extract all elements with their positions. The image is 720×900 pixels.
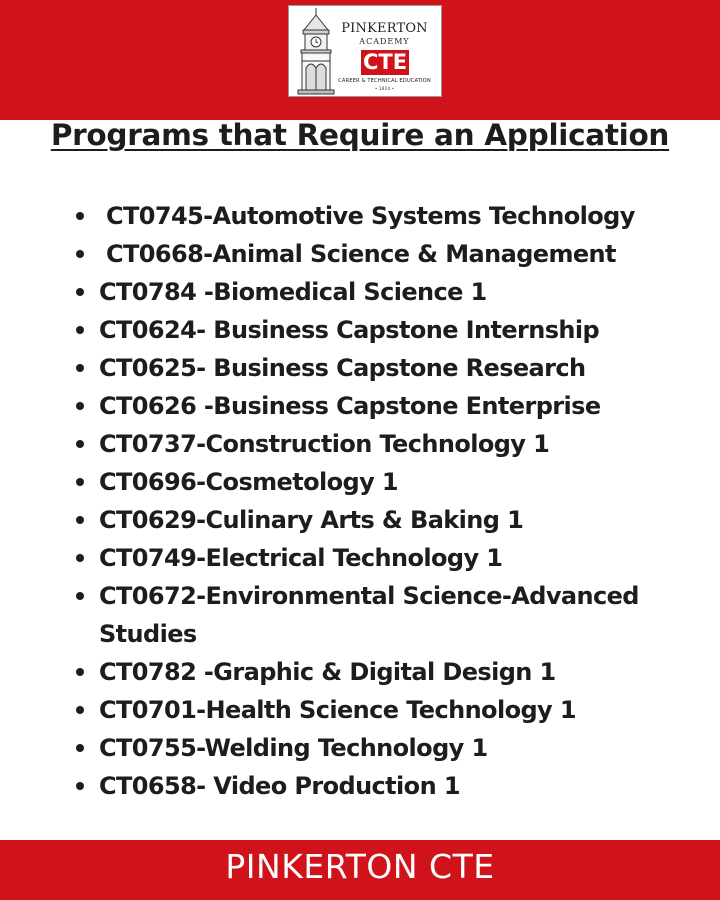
list-item bbox=[0, 197, 720, 235]
bullet-icon bbox=[76, 402, 84, 410]
bullet-icon bbox=[76, 554, 84, 562]
bullet-icon bbox=[76, 592, 84, 600]
program-label: CT0784 -Biomedical Science 1 bbox=[99, 278, 487, 306]
program-label: CT0749-Electrical Technology 1 bbox=[99, 544, 503, 572]
list-item bbox=[0, 235, 720, 273]
list-item bbox=[0, 767, 720, 805]
pinkerton-cte-logo bbox=[288, 5, 442, 97]
program-label: CT0755-Welding Technology 1 bbox=[99, 734, 488, 762]
list-item bbox=[0, 501, 720, 539]
program-label: CT0625- Business Capstone Research bbox=[99, 354, 586, 382]
program-label: CT0737-Construction Technology 1 bbox=[99, 430, 550, 458]
list-item bbox=[0, 273, 720, 311]
list-item bbox=[0, 729, 720, 767]
program-label: CT0782 -Graphic & Digital Design 1 bbox=[99, 658, 556, 686]
list-item bbox=[0, 577, 720, 653]
list-item bbox=[0, 387, 720, 425]
logo-academy-text: ACADEMY bbox=[359, 37, 410, 46]
program-list bbox=[0, 197, 720, 805]
list-item bbox=[0, 349, 720, 387]
list-item bbox=[0, 311, 720, 349]
program-label: CT0668-Animal Science & Management bbox=[106, 240, 616, 268]
bullet-icon bbox=[76, 706, 84, 714]
bullet-icon bbox=[76, 288, 84, 296]
bullet-icon bbox=[76, 440, 84, 448]
bullet-icon bbox=[76, 478, 84, 486]
bullet-icon bbox=[76, 326, 84, 334]
footer-band bbox=[0, 840, 720, 900]
footer-text: PINKERTON CTE bbox=[225, 847, 495, 886]
header-band bbox=[0, 0, 720, 120]
list-item bbox=[0, 691, 720, 729]
program-label: CT0626 -Business Capstone Enterprise bbox=[99, 392, 601, 420]
page-title: Programs that Require an Application bbox=[50, 118, 670, 152]
list-item bbox=[0, 425, 720, 463]
list-item bbox=[0, 653, 720, 691]
program-label: CT0672-Environmental Science-Advanced Studies bbox=[99, 582, 639, 648]
logo-cte-badge: CTE bbox=[362, 50, 408, 74]
program-label: CT0696-Cosmetology 1 bbox=[99, 468, 398, 496]
bullet-icon bbox=[76, 250, 84, 258]
bullet-icon bbox=[76, 364, 84, 372]
logo-tagline: CAREER & TECHNICAL EDUCATION bbox=[338, 78, 431, 84]
bullet-icon bbox=[76, 212, 84, 220]
bullet-icon bbox=[76, 516, 84, 524]
program-label: CT0701-Health Science Technology 1 bbox=[99, 696, 576, 724]
program-label: CT0624- Business Capstone Internship bbox=[99, 316, 600, 344]
bullet-icon bbox=[76, 668, 84, 676]
program-label: CT0658- Video Production 1 bbox=[99, 772, 460, 800]
bullet-icon bbox=[76, 744, 84, 752]
program-label: CT0629-Culinary Arts & Baking 1 bbox=[99, 506, 524, 534]
list-item bbox=[0, 539, 720, 577]
logo-pinkerton-text: PINKERTON bbox=[341, 21, 428, 36]
logo-year: • 1814 • bbox=[374, 87, 395, 92]
program-label: CT0745-Automotive Systems Technology bbox=[106, 202, 635, 230]
list-item bbox=[0, 463, 720, 501]
bullet-icon bbox=[76, 782, 84, 790]
